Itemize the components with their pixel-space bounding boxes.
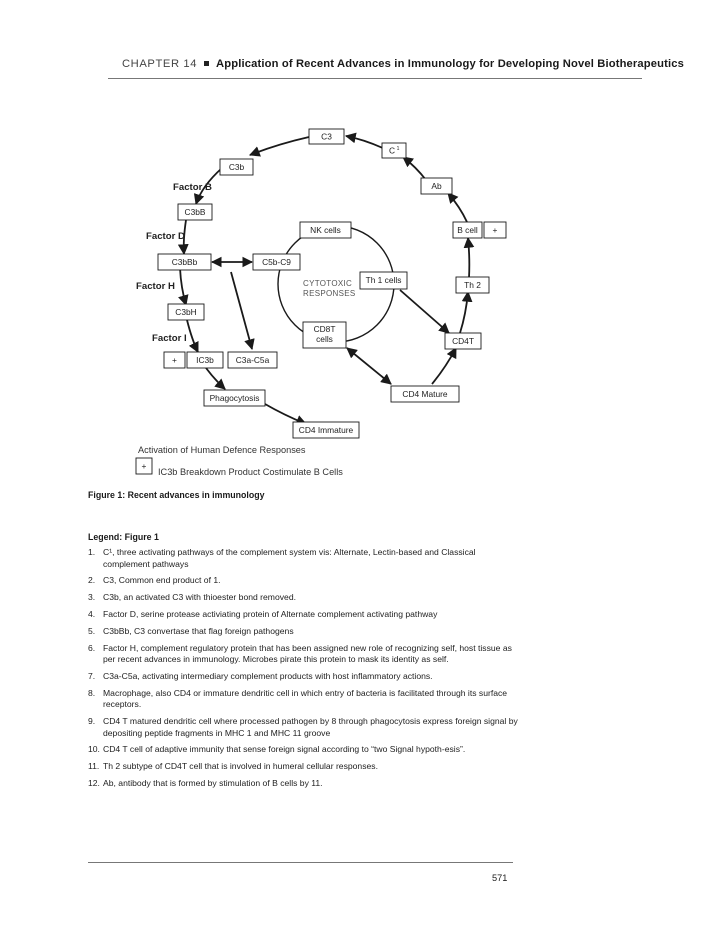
label-c3a-c5a: C3a-C5a — [235, 355, 270, 365]
arc-c3-to-c3b — [250, 137, 309, 155]
label-ic3b: IC3b — [196, 355, 214, 365]
label-factor-d: Factor D — [146, 231, 185, 242]
activation-text: Activation of Human Defence Responses — [138, 445, 306, 455]
legend-item: 11. Th 2 subtype of CD4T cell that is involved in humeral cellular responses. — [88, 761, 378, 772]
label-c1: C — [388, 145, 396, 156]
label-c1-sup: 1 — [396, 146, 400, 152]
legend-item: 7. C3a-C5a, activating intermediary complement products with host inflammatory actions. — [88, 670, 433, 681]
arc-bcell-to-ab — [448, 193, 467, 222]
label-c3: C3 — [321, 131, 332, 142]
label-cd4-mature: CD4 Mature — [402, 389, 448, 399]
label-b-cell-plus: + — [492, 225, 498, 235]
arc-cd4t-to-th2 — [460, 292, 468, 333]
label-b-cell: B cell — [457, 225, 478, 235]
arrow-cd8t-cd4mature — [347, 348, 391, 384]
legend-item: 4. Factor D, serine protease activiating protein of Alternate complement activating pathway — [88, 608, 438, 619]
label-c5b-c9: C5b-C9 — [262, 257, 291, 267]
label-phagocytosis: Phagocytosis — [209, 393, 260, 403]
label-c3bb: C3bB — [184, 207, 206, 217]
label-c3b: C3b — [228, 162, 245, 172]
chapter-title: Application of Recent Advances in Immunology for Developing Novel Biotherapeutics — [216, 58, 685, 70]
label-ab: Ab — [431, 181, 442, 191]
label-cytotoxic-2: RESPONSES — [303, 289, 356, 298]
label-factor-h: Factor H — [136, 281, 175, 292]
legend-list — [88, 547, 518, 795]
label-nk-cells: NK cells — [310, 225, 341, 235]
arc-th2-to-bcell — [468, 238, 469, 278]
legend-item: 3. C3b, an activated C3 with thioester bond removed. — [88, 592, 296, 603]
label-cd4t: CD4T — [452, 336, 474, 346]
label-plus-ic3b: + — [172, 355, 177, 365]
legend-item: 10. CD4 T cell of adaptive immunity that sense foreign signal according to “two Signal hypoth-esis”. — [88, 744, 466, 755]
legend-item: 5. C3bBb, C3 convertase that flag foreign pathogens — [88, 625, 294, 636]
legend-plus-text: IC3b Breakdown Product Costimulate B Cells — [158, 467, 343, 477]
label-cd8t-line2: cells — [316, 334, 333, 344]
label-cytotoxic-1: CYTOTOXIC — [303, 279, 353, 288]
legend-item: 2. C3, Common end product of 1. — [88, 575, 221, 586]
label-c3bh: C3bH — [175, 307, 197, 317]
label-c3bbb: C3bBb — [171, 257, 198, 267]
arc-c3bbb-to-c3bh — [180, 268, 186, 305]
arc-c1-to-c3 — [346, 136, 387, 150]
figure-caption: Figure 1: Recent advances in immunology — [88, 490, 265, 500]
legend-heading: Legend: Figure 1 — [88, 532, 159, 542]
legend-item: 1. C¹, three activating pathways of the complement system vis: Alternate, Lectin-based and Classical complement pathways — [88, 547, 476, 569]
page-number: 571 — [492, 873, 508, 883]
label-factor-b: Factor B — [173, 182, 212, 193]
legend-item: 9. CD4 T matured dendritic cell where processed pathogen by 8 through phagocytosis express foreign signal by depositing peptide fragments in MHC 1 and MHC 11 groove — [88, 716, 518, 738]
legend-plus-label: + — [141, 461, 147, 471]
chapter-label: CHAPTER 14 — [122, 58, 198, 70]
footer-rule — [88, 862, 513, 863]
legend-item: 6. Factor H, complement regulatory protein that has been assigned new role of recognizing self, host tissue as per recent advances in immunology. Microbes pirate this protein to mask its identity as self. — [88, 642, 512, 665]
arc-c3bh-to-ic3b — [187, 320, 198, 352]
label-th1: Th 1 cells — [365, 275, 402, 285]
arc-ab-to-c1 — [403, 157, 426, 180]
legend-item: 12. Ab, antibody that is formed by stimulation of B cells by 11. — [88, 777, 323, 788]
arc-cd4mature-to-cd4t — [432, 348, 456, 384]
arc-ic3b-to-phagocytosis — [206, 368, 225, 389]
label-cd8t-line1: CD8T — [313, 324, 336, 334]
legend-item: 8. Macrophage, also CD4 or immature dendritic cell in which entry of bacteria is facilitated through its surface receptors. — [88, 687, 508, 710]
label-factor-i: Factor I — [152, 333, 187, 344]
arrow-to-c3a-c5a — [231, 272, 252, 349]
arc-phagocytosis-to-cd4-immature — [265, 404, 306, 424]
label-cd4-immature: CD4 Immature — [298, 425, 354, 435]
label-th2: Th 2 — [464, 280, 481, 290]
arrow-th1-to-cd4t — [400, 290, 449, 333]
